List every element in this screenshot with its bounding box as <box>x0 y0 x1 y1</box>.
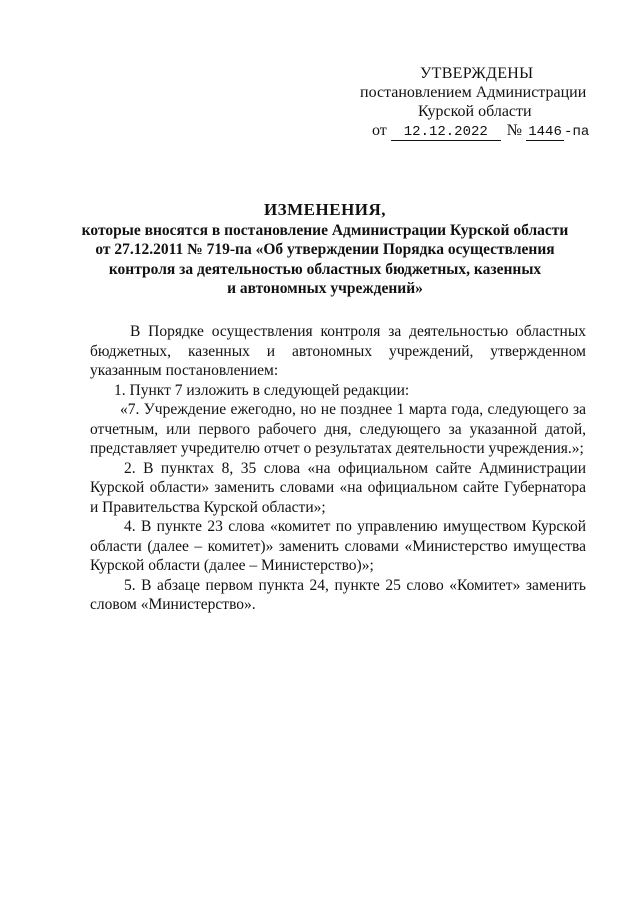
date-prefix: от <box>372 122 387 139</box>
body-item-4: 4. В пункте 23 слова «комитет по управлению имуществом Курской области (далее – комитет)» заменить словами «Министерство имущества Курской области (далее – Министерство)»; <box>90 518 586 574</box>
heading-line-4: и автономных учреждений» <box>227 280 423 297</box>
heading-line-3: контроля за деятельностью областных бюджетных, казенных <box>108 260 542 278</box>
approval-line-resolution: постановлением Администрации <box>360 84 587 101</box>
heading-line-2: от 27.12.2011 № 719-па «Об утверждении Порядка осуществления <box>95 241 555 258</box>
number-prefix: № <box>506 122 523 139</box>
body-item-1-quote: «7. Учреждение ежегодно, но не позднее 1 марта года, следующего за отчетным, или первого рабочего дня, следующего за указанной датой, представляет учредителю отчет о результатах деятельности учреждения.»; <box>90 401 586 457</box>
body-item-2: 2. В пунктах 8, 35 слова «на официальном сайте Администрации Курской области» заменить словами «на официальном сайте Губернатора и Правительства Курской области»; <box>90 459 586 516</box>
heading-line-1: которые вносятся в постановление Администрации Курской области <box>81 221 569 239</box>
approval-line-region: Курской области <box>418 103 532 120</box>
approval-number-suffix: -па <box>564 124 590 140</box>
document-heading <box>60 200 590 299</box>
body-item-5: 5. В абзаце первом пункта 24, пункте 25 слово «Комитет» заменить словом «Министерство». <box>90 576 586 613</box>
approval-number: 1446 <box>526 125 564 141</box>
document-body <box>90 322 586 615</box>
body-intro-paragraph: В Порядке осуществления контроля за деятельностью областных бюджетных, казенных и автономных учреждений, утвержденном указанным постановлением: <box>90 323 586 379</box>
approval-date-number-line <box>360 121 600 142</box>
heading-title: ИЗМЕНЕНИЯ, <box>263 200 387 219</box>
approval-block <box>360 64 600 142</box>
body-item-1: 1. Пункт 7 изложить в следующей редакции: <box>114 381 410 399</box>
approval-title: УТВЕРЖДЕНЫ <box>420 65 534 82</box>
approval-date: 12.12.2022 <box>391 125 501 141</box>
